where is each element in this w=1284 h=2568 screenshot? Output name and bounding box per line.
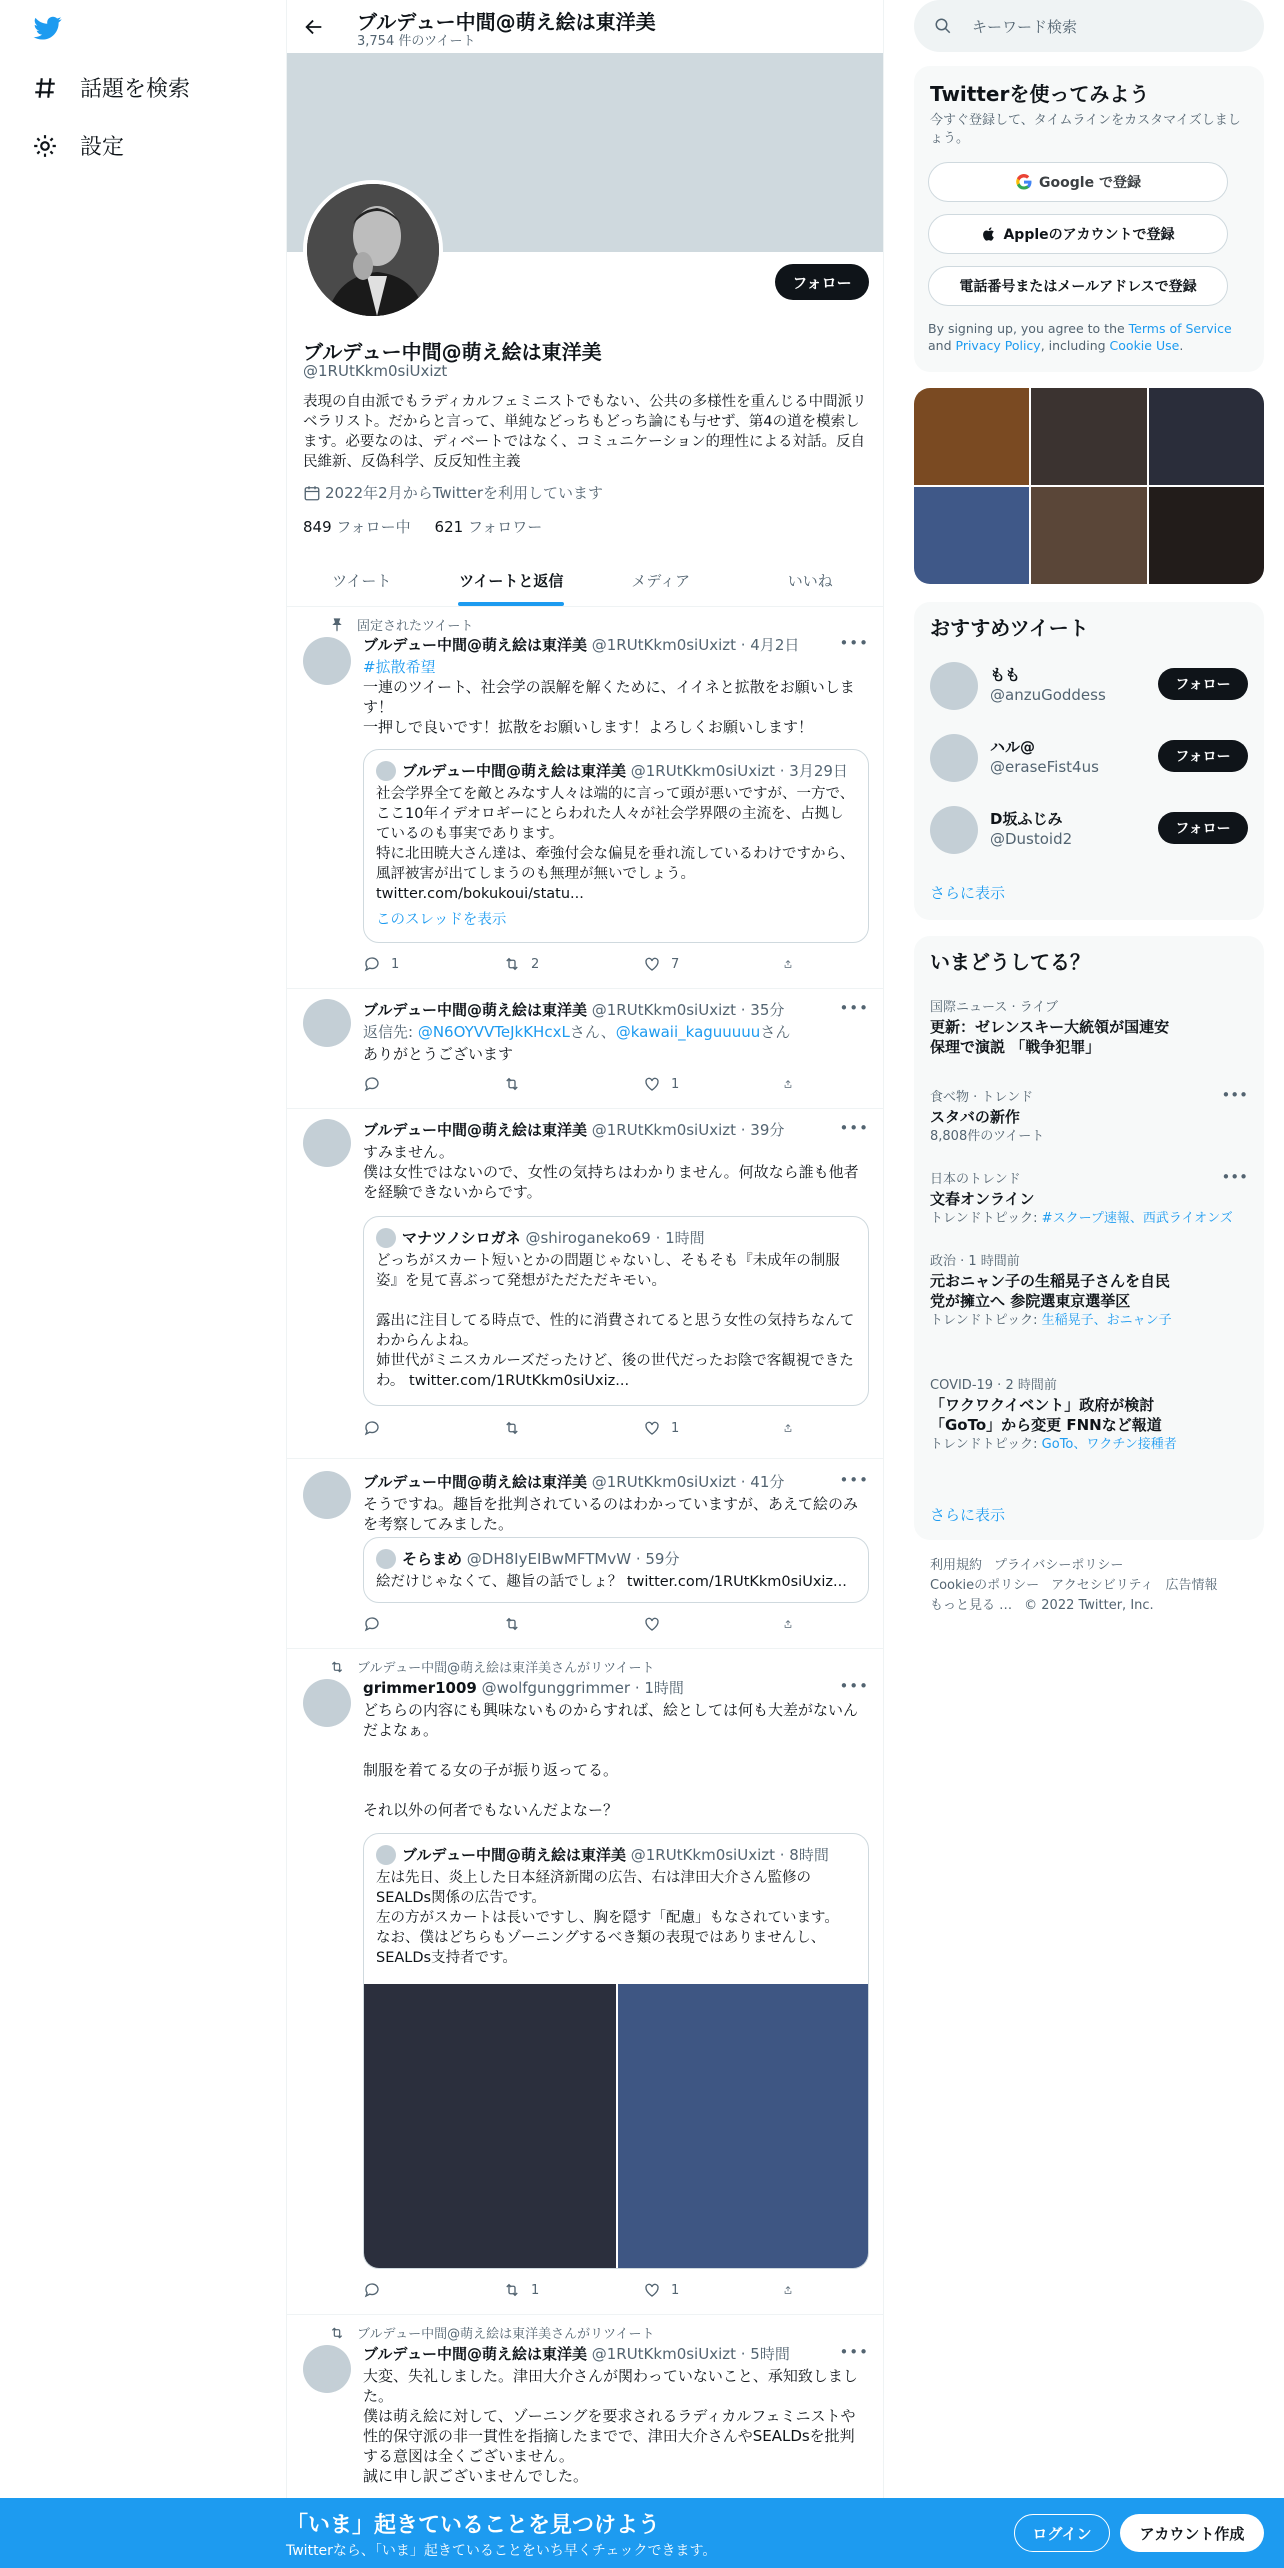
tweet-text: 大変、失礼しました。津田大介さんが関わっていないこと、承知致しました。 僕は萌え絵に対して、ゾーニングを要求されるラディカルフェミニストや性的保守派の非一貫性を指摘したまでで、津田大介さんやSEALDsを批判する意図は全くございません。 誠に申し訳ございませんでした。 xyxy=(363,2367,858,2485)
footer-copyright: © 2022 Twitter, Inc. xyxy=(1024,1598,1154,1613)
share-button[interactable] xyxy=(783,2281,803,2299)
tweet-meta: @wolfgunggrimmer · 1時間 xyxy=(481,1679,684,1697)
tweet[interactable] xyxy=(287,1649,884,2315)
tweet-meta: @1RUtKkm0siUxizt · 4月2日 xyxy=(591,636,800,654)
quote-text: 左は先日、炎上した日本経済新聞の広告、右は津田大介さん監修のSEALDs関係の広告です。 左の方がスカートは長いですし、胸を隠す「配慮」もなされています。 なお、僕はどちらもゾーニングするべき類の表現ではありませんし、SEALDs支持者です。 xyxy=(376,1870,839,1966)
reply-button[interactable] xyxy=(363,955,473,973)
reply-icon xyxy=(363,2281,381,2299)
signup-title: Twitterを使ってみよう xyxy=(930,82,1150,106)
nav-explore-label: 話題を検索 xyxy=(80,77,191,102)
profile-header-bar xyxy=(287,0,884,53)
recommend-user-name: ハル@ xyxy=(990,738,1036,756)
heart-icon xyxy=(643,1615,661,1633)
bottom-bar-title: 「いま」起きていることを見つけよう xyxy=(286,2513,661,2538)
quote-author: マナツノシロガネ xyxy=(402,1229,521,1247)
terms-prefix: By signing up, you agree to the xyxy=(928,321,1129,336)
retweet-icon xyxy=(503,1419,521,1437)
show-more-link[interactable]: さらに表示 xyxy=(930,1506,1006,1524)
calendar-icon xyxy=(303,484,321,502)
following-link[interactable] xyxy=(303,518,411,536)
tweet-actions xyxy=(363,1615,803,1633)
more-icon[interactable]: ••• xyxy=(839,2343,869,2361)
trend-sub xyxy=(930,1211,1248,1227)
bottom-bar-subtitle: Twitterなら、「いま」起きていることをいち早くチェックできます。 xyxy=(286,2543,717,2559)
followers-count: 621 xyxy=(434,518,464,536)
twitter-logo-icon[interactable] xyxy=(32,14,64,42)
trend-title: 文春オンライン xyxy=(930,1190,1035,1208)
tweet-header xyxy=(363,999,784,1020)
trends-card xyxy=(914,936,1264,1540)
avatar[interactable] xyxy=(930,662,978,710)
retweet-icon xyxy=(329,1659,345,1675)
share-button[interactable] xyxy=(783,1615,803,1633)
tweet-header xyxy=(363,1119,784,1140)
recommend-user[interactable] xyxy=(930,656,1248,716)
recommend-user-handle: @eraseFist4us xyxy=(990,758,1099,776)
retweet-button[interactable] xyxy=(503,1419,613,1437)
retweet-count: 2 xyxy=(531,956,540,972)
terms-and: and xyxy=(928,338,956,353)
tweet[interactable] xyxy=(287,2315,884,2500)
media-tile[interactable] xyxy=(914,487,1029,584)
tweet-meta: @1RUtKkm0siUxizt · 41分 xyxy=(591,1473,785,1491)
heart-icon xyxy=(643,2281,661,2299)
trend-sub-prefix: トレンドトピック: xyxy=(930,1313,1042,1328)
avatar[interactable] xyxy=(930,806,978,854)
avatar[interactable] xyxy=(303,637,351,685)
quoted-tweet[interactable] xyxy=(363,1216,869,1406)
retweet-button[interactable] xyxy=(503,1075,613,1093)
footer-link[interactable]: 利用規約 xyxy=(930,1558,983,1573)
quote-avatar xyxy=(376,1228,396,1248)
retweet-icon xyxy=(503,1075,521,1093)
media-grid xyxy=(914,388,1264,584)
footer-link[interactable]: プライバシーポリシー xyxy=(994,1558,1124,1573)
avatar[interactable] xyxy=(303,999,351,1047)
tweet-actions xyxy=(363,2281,803,2299)
more-icon[interactable]: ••• xyxy=(1221,1168,1248,1186)
media-tile[interactable] xyxy=(1031,388,1146,485)
quote-avatar xyxy=(376,761,396,781)
signup-terms xyxy=(928,320,1252,354)
share-icon xyxy=(783,2281,793,2299)
quote-text: どっちがスカート短いとかの問題じゃないし、そもそも『未成年の制服姿』を見て喜ぶって発想がただただキモい。 露出に注目してる時点で、性的に消費されてると思う女性の気持ちなんてわからんよね。 姉世代がミニスカルーズだったけど、後の世代だったお陰で客観視できたわ。 twitter.com/1RUtKkm0siUxiz... xyxy=(376,1253,855,1389)
avatar[interactable] xyxy=(930,734,978,782)
reply-to-link[interactable]: @N6OYVVTeJkKHcxL xyxy=(417,1023,570,1041)
tab-tweets[interactable]: ツイート xyxy=(332,571,392,590)
trend-topic-link[interactable]: 生稲晃子、おニャン子 xyxy=(1041,1313,1172,1328)
more-icon[interactable]: ••• xyxy=(839,634,869,652)
quote-author: ブルデュー中間@萌え絵は東洋美 xyxy=(402,762,626,780)
tweet-context-text: 固定されたツイート xyxy=(357,619,474,634)
follow-button[interactable]: フォロー xyxy=(1158,740,1248,772)
reply-to xyxy=(363,1022,869,1042)
profile-follow-stats xyxy=(303,516,542,537)
more-icon[interactable]: ••• xyxy=(839,1119,869,1137)
quote-meta: @1RUtKkm0siUxizt · 3月29日 xyxy=(630,762,848,780)
tweet[interactable] xyxy=(287,989,884,1109)
retweet-button[interactable] xyxy=(503,1615,613,1633)
follow-button[interactable]: フォロー xyxy=(1158,812,1248,844)
tweet-header xyxy=(363,634,799,655)
tweet-header xyxy=(363,1471,784,1492)
avatar[interactable] xyxy=(303,1471,351,1519)
trend-sub xyxy=(930,1313,1180,1329)
footer-link[interactable]: アクセシビリティ xyxy=(1051,1578,1154,1593)
pin-icon xyxy=(329,617,345,633)
recommend-user-name: もも xyxy=(990,666,1021,684)
retweet-button[interactable] xyxy=(503,955,613,973)
like-count: 7 xyxy=(671,956,680,972)
recommend-card xyxy=(914,602,1264,920)
reply-to-prefix: 返信先: xyxy=(363,1023,418,1041)
tweet-text: そうですね。趣旨を批判されているのはわかっていますが、あえて絵のみを考察してみました。 xyxy=(363,1495,859,1533)
followers-label: フォロワー xyxy=(467,518,543,536)
tweet[interactable] xyxy=(287,1459,884,1649)
tweet-meta: @1RUtKkm0siUxizt · 5時間 xyxy=(591,2345,790,2363)
quote-text: 絵だけじゃなくて、趣旨の話でしょ？ twitter.com/1RUtKkm0siUxiz... xyxy=(376,1574,847,1590)
recommend-user-name: D坂ふじみ xyxy=(990,810,1063,828)
like-button[interactable] xyxy=(643,2281,753,2299)
more-icon[interactable]: ••• xyxy=(839,1471,869,1489)
nav-settings-label: 設定 xyxy=(80,135,125,160)
header-tweet-count: 3,754 件のツイート xyxy=(357,34,476,49)
main-column xyxy=(286,0,884,2500)
like-count: 1 xyxy=(671,1076,680,1092)
retweet-count: 1 xyxy=(531,2282,540,2298)
more-icon[interactable]: ••• xyxy=(1221,1086,1248,1104)
share-icon xyxy=(783,955,793,973)
share-icon xyxy=(783,1419,793,1437)
reply-button[interactable] xyxy=(363,1419,473,1437)
trend-item[interactable] xyxy=(930,1250,1180,1329)
share-icon xyxy=(783,1075,793,1093)
trend-item[interactable] xyxy=(930,1086,1248,1145)
reply-button[interactable] xyxy=(363,1615,473,1633)
profile-joined xyxy=(303,482,603,503)
profile-name: ブルデュー中間@萌え絵は東洋美 xyxy=(303,340,602,364)
terms-including: , including xyxy=(1040,338,1110,353)
recommend-user-handle: @Dustoid2 xyxy=(990,830,1073,848)
hashtag-icon xyxy=(32,75,58,101)
trend-topic-link[interactable]: #スクープ速報、西武ライオンズ xyxy=(1041,1211,1233,1226)
quote-author: ブルデュー中間@萌え絵は東洋美 xyxy=(402,1846,626,1864)
tweet-author[interactable]: ブルデュー中間@萌え絵は東洋美 xyxy=(363,1473,587,1491)
google-icon xyxy=(1015,173,1033,191)
reply-icon xyxy=(363,955,381,973)
media-tile[interactable] xyxy=(1149,487,1264,584)
header-title: ブルデュー中間@萌え絵は東洋美 xyxy=(357,10,656,34)
quote-image[interactable] xyxy=(618,1984,869,2269)
recommend-user[interactable] xyxy=(930,728,1248,788)
recommend-user[interactable] xyxy=(930,800,1248,860)
quoted-tweet[interactable] xyxy=(363,749,869,943)
quote-image[interactable] xyxy=(364,1984,616,2269)
retweet-button[interactable] xyxy=(503,2281,613,2299)
nav-settings[interactable] xyxy=(32,130,124,161)
phone-signup-button[interactable]: 電話番号またはメールアドレスで登録 xyxy=(928,266,1228,306)
recommend-user-handle: @anzuGoddess xyxy=(990,686,1106,704)
terms-end: . xyxy=(1179,338,1184,353)
quote-text: 社会学界全てを敵とみなす人々は端的に言って頭が悪いですが、一方で、ここ10年イデオロギーにとらわれた人々が社会学界隈の主流を、占拠しているのも事実であります。 特に北田暁大さん達は、牽強付会な偏見を垂れ流しているわけですから、風評被害が出てしまうのも無理が無いでしょう。 twitter.com/bokukoui/statu... xyxy=(376,786,855,902)
tweet-context xyxy=(329,2323,654,2342)
tweet-text: すみません。 僕は女性ではないので、女性の気持ちはわかりません。何故なら誰も他者を経験できないからです。 xyxy=(363,1143,859,1201)
trend-item[interactable] xyxy=(930,1374,1180,1453)
trend-meta: 日本のトレンド xyxy=(930,1172,1021,1187)
avatar[interactable] xyxy=(303,2345,351,2393)
cookie-link[interactable]: Cookie Use xyxy=(1109,338,1180,353)
share-icon xyxy=(783,1615,793,1633)
recommend-title: おすすめツイート xyxy=(930,616,1089,640)
tweet-actions xyxy=(363,1419,803,1437)
footer-link[interactable]: 広告情報 xyxy=(1165,1578,1218,1593)
following-label: フォロー中 xyxy=(336,518,411,536)
tweet-actions xyxy=(363,955,803,973)
apple-icon xyxy=(981,225,997,243)
bottom-signup-bar xyxy=(0,2498,1284,2568)
tweet-text: 一連のツイート、社会学の誤解を解くために、イイネと拡散をお願いします！ 一押しで良いです！拡散をお願いします！よろしくお願いします！ xyxy=(363,678,855,736)
follow-button[interactable]: フォロー xyxy=(775,264,869,300)
profile-tabs xyxy=(287,554,884,607)
retweet-icon xyxy=(503,955,521,973)
trend-sub-prefix: トレンドトピック: xyxy=(930,1437,1042,1452)
media-tile[interactable] xyxy=(1149,388,1264,485)
media-tile[interactable] xyxy=(914,388,1029,485)
followers-link[interactable] xyxy=(435,518,543,536)
tweet-author[interactable]: ブルデュー中間@萌え絵は東洋美 xyxy=(363,1001,587,1019)
profile-handle: @1RUtKkm0siUxizt xyxy=(303,362,448,380)
reply-count: 1 xyxy=(391,956,400,972)
tab-tweets-and-replies[interactable]: ツイートと返信 xyxy=(437,554,587,606)
like-count: 1 xyxy=(671,1420,680,1436)
tweet-text: ありがとうございます xyxy=(363,1045,514,1063)
quote-header xyxy=(376,1844,829,1865)
trend-meta: 国際ニュース · ライブ xyxy=(930,1000,1058,1015)
trend-title: 元おニャン子の生稲晃子さんを自民党が擁立へ 参院選東京選挙区 xyxy=(930,1272,1171,1310)
heart-icon xyxy=(643,1419,661,1437)
quote-meta: @DH8IyEIBwMFTMvW · 59分 xyxy=(466,1550,680,1568)
following-count: 849 xyxy=(303,518,332,536)
trend-sub xyxy=(930,1437,1180,1453)
tweet[interactable] xyxy=(287,607,884,989)
like-button[interactable] xyxy=(643,955,753,973)
show-thread-link[interactable]: このスレッドを表示 xyxy=(376,912,507,928)
trend-sub-prefix: トレンドトピック: xyxy=(930,1211,1042,1226)
tweet-actions xyxy=(363,1075,803,1093)
trend-meta: COVID-19 · 2 時間前 xyxy=(930,1378,1057,1393)
signup-subtitle: 今すぐ登録して、タイムラインをカスタマイズしましょう。 xyxy=(930,113,1241,146)
reply-icon xyxy=(363,1075,381,1093)
gear-icon xyxy=(32,133,58,159)
quote-meta: @shiroganeko69 · 1時間 xyxy=(525,1229,705,1247)
tweet-header xyxy=(363,1677,684,1698)
signup-button[interactable]: アカウント作成 xyxy=(1120,2514,1264,2552)
tweet-context xyxy=(329,615,473,634)
tweet-meta: @1RUtKkm0siUxizt · 39分 xyxy=(591,1121,785,1139)
quote-header xyxy=(376,1227,705,1248)
hashtag-link[interactable]: #拡散希望 xyxy=(363,658,436,676)
avatar[interactable] xyxy=(303,1119,351,1167)
more-icon[interactable]: ••• xyxy=(839,1677,869,1695)
tweet-context-text: ブルデュー中間@萌え絵は東洋美さんがリツイート xyxy=(357,2327,655,2342)
back-arrow-icon[interactable] xyxy=(303,16,325,38)
apple-signup-button[interactable] xyxy=(928,214,1228,254)
avatar[interactable] xyxy=(303,1679,351,1727)
search-input[interactable] xyxy=(914,0,1264,52)
terms-link[interactable]: Terms of Service xyxy=(1128,321,1232,336)
tweet-author[interactable]: ブルデュー中間@萌え絵は東洋美 xyxy=(363,636,587,654)
tab-media[interactable]: メディア xyxy=(631,571,691,590)
tweet-text: どちらの内容にも興味ないものからすれば、絵としては何も大差がないんだよなぁ。 制服を着てる女の子が振り返ってる。 それ以外の何者でもないんだよなー？ xyxy=(363,1701,859,1819)
reply-icon xyxy=(363,1615,381,1633)
like-button[interactable] xyxy=(643,1419,753,1437)
trend-item[interactable] xyxy=(930,1168,1248,1227)
tweet-author[interactable]: grimmer1009 xyxy=(363,1679,477,1697)
media-tile[interactable] xyxy=(1031,487,1146,584)
profile-bio: 表現の自由派でもラディカルフェミニストでもない、公共の多様性を重んじる中間派リベラリスト。だからと言って、単純などっちもどっち論にも与せず、第4の道を模索します。必要なのは、ディベートではなく、コミュニケーション的理性による対話。反自民維新、反偽科学、反反知性主義 xyxy=(303,394,867,470)
tweet-context-text: ブルデュー中間@萌え絵は東洋美さんがリツイート xyxy=(357,1661,655,1676)
profile-joined-text: 2022年2月からTwitterを利用しています xyxy=(325,484,603,502)
follow-button[interactable]: フォロー xyxy=(1158,668,1248,700)
retweet-icon xyxy=(329,2325,345,2341)
heart-icon xyxy=(643,955,661,973)
show-more-link[interactable]: さらに表示 xyxy=(930,884,1006,902)
like-count: 1 xyxy=(671,2282,680,2298)
share-button[interactable] xyxy=(783,1075,803,1093)
reply-button[interactable] xyxy=(363,2281,473,2299)
tweet[interactable] xyxy=(287,1109,884,1459)
reply-button[interactable] xyxy=(363,1075,473,1093)
share-button[interactable] xyxy=(783,955,803,973)
trend-topic-link[interactable]: GoTo、ワクチン接種者 xyxy=(1041,1437,1177,1452)
quote-header xyxy=(376,760,848,781)
tweet-author[interactable]: ブルデュー中間@萌え絵は東洋美 xyxy=(363,1121,587,1139)
tweet-hashtag[interactable] xyxy=(363,657,869,677)
footer xyxy=(930,1556,1250,1616)
signup-card xyxy=(914,66,1264,372)
quoted-tweet[interactable] xyxy=(363,1537,869,1603)
search-icon xyxy=(934,17,952,35)
tweet-header xyxy=(363,2343,790,2364)
retweet-icon xyxy=(503,2281,521,2299)
like-button[interactable] xyxy=(643,1615,753,1633)
nav-explore[interactable] xyxy=(32,72,190,103)
tweet-meta: @1RUtKkm0siUxizt · 35分 xyxy=(591,1001,785,1019)
retweet-icon xyxy=(503,1615,521,1633)
reply-to-link[interactable]: @kawaii_kaguuuuu xyxy=(615,1023,761,1041)
more-icon[interactable]: ••• xyxy=(839,999,869,1017)
profile-avatar[interactable] xyxy=(303,180,443,320)
share-button[interactable] xyxy=(783,1419,803,1437)
google-signup-label: Google で登録 xyxy=(1039,175,1141,191)
quote-author: そらまめ xyxy=(402,1550,463,1568)
trend-sub: 8,808件のツイート xyxy=(930,1129,1045,1144)
quote-header xyxy=(376,1548,679,1569)
reply-to-suffix: さん xyxy=(760,1023,791,1041)
quote-avatar xyxy=(376,1549,396,1569)
privacy-link[interactable]: Privacy Policy xyxy=(955,338,1041,353)
footer-more-link[interactable]: もっと見る … xyxy=(930,1598,1013,1613)
trend-meta: 食べ物 · トレンド xyxy=(930,1090,1034,1105)
like-button[interactable] xyxy=(643,1075,753,1093)
tweet-context xyxy=(329,1657,654,1676)
trend-item[interactable] xyxy=(930,996,1248,1057)
tab-likes[interactable]: いいね xyxy=(787,571,833,590)
trend-title: 更新：ゼレンスキー大統領が国連安保理で演説 「戦争犯罪」 xyxy=(930,1018,1170,1056)
trend-title: スタバの新作 xyxy=(930,1108,1020,1126)
quote-avatar xyxy=(376,1845,396,1865)
heart-icon xyxy=(643,1075,661,1093)
trend-meta: 政治 · 1 時間前 xyxy=(930,1254,1020,1269)
trend-title: 「ワクワクイベント」政府が検討 「GoTo」から変更 FNNなど報道 xyxy=(930,1396,1162,1434)
trends-title: いまどうしてる？ xyxy=(930,950,1090,974)
apple-signup-label: Appleのアカウントで登録 xyxy=(1003,227,1175,243)
quoted-tweet[interactable] xyxy=(363,1833,869,2269)
reply-to-sep: さん、 xyxy=(569,1023,616,1041)
google-signup-button[interactable] xyxy=(928,162,1228,202)
search-placeholder: キーワード検索 xyxy=(972,17,1078,36)
quote-meta: @1RUtKkm0siUxizt · 8時間 xyxy=(630,1846,829,1864)
left-nav xyxy=(0,0,286,2568)
reply-icon xyxy=(363,1419,381,1437)
footer-link[interactable]: Cookieのポリシー xyxy=(930,1578,1040,1593)
tweet-author[interactable]: ブルデュー中間@萌え絵は東洋美 xyxy=(363,2345,587,2363)
login-button[interactable]: ログイン xyxy=(1014,2514,1110,2552)
